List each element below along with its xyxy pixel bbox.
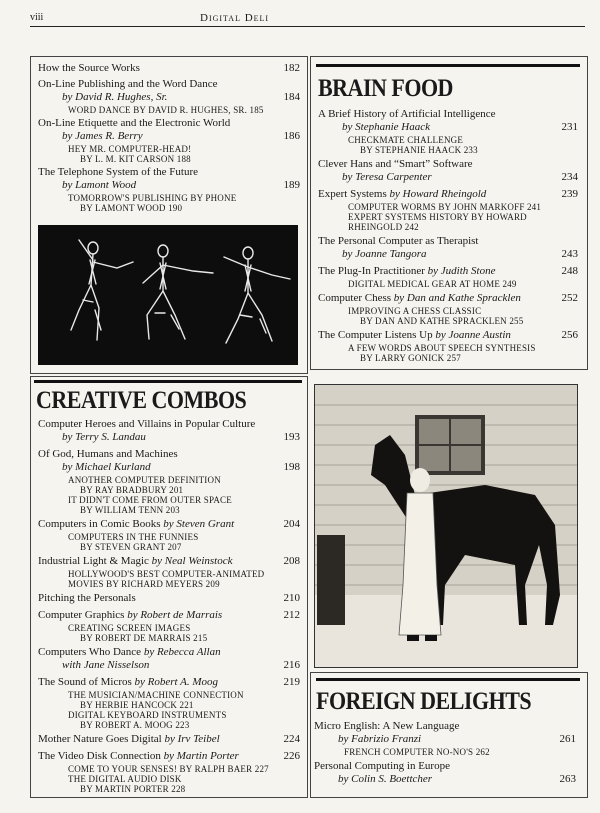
toc-sub-entry: CHECKMATE CHALLENGE	[348, 135, 464, 145]
toc-page-number: 182	[283, 62, 300, 74]
toc-sub-entry: BY RAY BRADBURY 201	[80, 485, 184, 495]
man-with-horse-photo	[314, 384, 578, 668]
toc-entry-author: by James R. Berry	[62, 130, 143, 142]
foreign-delights-rule	[316, 678, 580, 681]
toc-sub-entry: BY ROBERT DE MARRAIS 215	[80, 633, 208, 643]
toc-page-number: 248	[561, 265, 578, 277]
toc-entry-title: Industrial Light & Magic by Neal Weinstock	[38, 555, 233, 567]
toc-page-number: 231	[561, 121, 578, 133]
toc-entry-author: by Fabrizio Franzi	[338, 733, 422, 745]
toc-entry-author: by David R. Hughes, Sr.	[62, 91, 168, 103]
toc-entry-author: by Joanne Tangora	[342, 248, 427, 260]
running-header	[30, 8, 585, 27]
toc-entry-author: by Stephanie Haack	[342, 121, 430, 133]
toc-entry-author: by Colin S. Boettcher	[338, 773, 433, 785]
brain-food-heading: BRAIN FOOD	[318, 73, 453, 102]
toc-entry-title: The Computer Listens Up by Joanne Austin	[318, 329, 511, 341]
toc-entry-title: On-Line Publishing and the Word Dance	[38, 78, 218, 90]
toc-page-number: 184	[283, 91, 300, 103]
toc-entry-author: by Terry S. Landau	[62, 431, 146, 443]
toc-sub-entry: TOMORROW'S PUBLISHING BY PHONE	[68, 193, 237, 203]
toc-sub-entry: A FEW WORDS ABOUT SPEECH SYNTHESIS	[348, 343, 536, 353]
toc-sub-entry: BY STEPHANIE HAACK 233	[360, 145, 478, 155]
toc-sub-entry: ANOTHER COMPUTER DEFINITION	[68, 475, 221, 485]
toc-page-number: 252	[561, 292, 578, 304]
toc-sub-entry: DIGITAL KEYBOARD INSTRUMENTS	[68, 710, 227, 720]
toc-page-number: 226	[283, 750, 300, 762]
toc-page-number: 186	[283, 130, 300, 142]
toc-entry-title: Expert Systems by Howard Rheingold	[318, 188, 487, 200]
toc-sub-entry: BY L. M. KIT CARSON 188	[80, 154, 191, 164]
toc-entry-title: Micro English: A New Language	[314, 720, 460, 732]
toc-entry-title: Computers in Comic Books by Steven Grant	[38, 518, 235, 530]
toc-sub-entry: IT DIDN'T COME FROM OUTER SPACE	[68, 495, 232, 505]
toc-page-number: 204	[283, 518, 300, 530]
toc-sub-entry: BY ROBERT A. MOOG 223	[80, 720, 190, 730]
toc-sub-entry: FRENCH COMPUTER NO-NO'S 262	[344, 747, 490, 757]
toc-page-number: 208	[283, 555, 300, 567]
toc-page-number: 263	[559, 773, 576, 785]
toc-entry-author: by Teresa Carpenter	[342, 171, 432, 183]
toc-page-number: 216	[283, 659, 300, 671]
toc-sub-entry: BY MARTIN PORTER 228	[80, 784, 186, 794]
toc-entry-title: Computer Chess by Dan and Kathe Spracklen	[318, 292, 521, 304]
toc-sub-entry: IMPROVING A CHESS CLASSIC	[348, 306, 482, 316]
toc-entry-author: by Michael Kurland	[62, 461, 151, 473]
toc-page-number: 256	[561, 329, 578, 341]
toc-page-number: 198	[283, 461, 300, 473]
toc-page-number: 239	[561, 188, 578, 200]
toc-entry-title: Computers Who Dance by Rebecca Allan	[38, 646, 221, 658]
toc-entry-title: Personal Computing in Europe	[314, 760, 450, 772]
toc-entry-title: The Telephone System of the Future	[38, 166, 199, 178]
toc-entry-title: Clever Hans and “Smart” Software	[318, 158, 473, 170]
toc-sub-entry: HOLLYWOOD'S BEST COMPUTER-ANIMATED	[68, 569, 265, 579]
toc-page-number: 261	[559, 733, 576, 745]
toc-entry-author: by Lamont Wood	[62, 179, 137, 191]
toc-entry-title: The Video Disk Connection by Martin Porter	[38, 750, 239, 762]
toc-sub-entry: EXPERT SYSTEMS HISTORY BY HOWARD	[348, 212, 527, 222]
toc-entry-title: On-Line Etiquette and the Electronic World	[38, 117, 231, 129]
toc-entry-title: Pitching the Personals	[38, 592, 136, 604]
toc-sub-entry: BY HERBIE HANCOCK 221	[80, 700, 194, 710]
toc-sub-entry: BY LARRY GONICK 257	[360, 353, 461, 363]
toc-entry-title: How the Source Works	[38, 62, 140, 74]
toc-entry-title: The Personal Computer as Therapist	[318, 235, 479, 247]
toc-page-number: 234	[561, 171, 578, 183]
toc-entry-title: A Brief History of Artificial Intelligence	[318, 108, 496, 120]
toc-sub-entry: COME TO YOUR SENSES! BY RALPH BAER 227	[68, 764, 269, 774]
toc-sub-entry: BY LAMONT WOOD 190	[80, 203, 183, 213]
toc-sub-entry: MOVIES BY RICHARD MEYERS 209	[68, 579, 220, 589]
brain-food-rule	[316, 64, 580, 67]
toc-sub-entry: CREATING SCREEN IMAGES	[68, 623, 191, 633]
foreign-delights-heading: FOREIGN DELIGHTS	[316, 686, 532, 715]
toc-sub-entry: BY DAN AND KATHE SPRACKLEN 255	[360, 316, 524, 326]
toc-entry-author: with Jane Nisselson	[62, 659, 150, 671]
toc-entry-title: Of God, Humans and Machines	[38, 448, 178, 460]
toc-page-number: 224	[283, 733, 300, 745]
toc-sub-entry: THE DIGITAL AUDIO DISK	[68, 774, 182, 784]
toc-sub-entry: DIGITAL MEDICAL GEAR AT HOME 249	[348, 279, 517, 289]
creative-combos-rule	[34, 380, 302, 383]
toc-page-number: 212	[283, 609, 300, 621]
toc-entry-title: Mother Nature Goes Digital by Irv Teibel	[38, 733, 220, 745]
toc-sub-entry: RHEINGOLD 242	[348, 222, 419, 232]
toc-page-number: 243	[561, 248, 578, 260]
book-title: Digital Deli	[200, 12, 270, 24]
dancing-figures-image	[38, 225, 298, 365]
toc-sub-entry: COMPUTER WORMS BY JOHN MARKOFF 241	[348, 202, 542, 212]
toc-sub-entry: HEY MR. COMPUTER-HEAD!	[68, 144, 192, 154]
toc-sub-entry: BY STEVEN GRANT 207	[80, 542, 182, 552]
toc-page-number: 193	[283, 431, 300, 443]
toc-page-number: 219	[283, 676, 300, 688]
toc-entry-title: Computer Heroes and Villains in Popular Culture	[38, 418, 256, 430]
toc-entry-title: The Sound of Micros by Robert A. Moog	[38, 676, 219, 688]
toc-sub-entry: BY WILLIAM TENN 203	[80, 505, 180, 515]
page-number: viii	[30, 12, 44, 23]
creative-combos-heading: CREATIVE COMBOS	[36, 385, 247, 414]
toc-sub-entry: COMPUTERS IN THE FUNNIES	[68, 532, 199, 542]
toc-sub-entry: WORD DANCE BY DAVID R. HUGHES, SR. 185	[68, 105, 264, 115]
toc-entry-title: The Plug-In Practitioner by Judith Stone	[318, 265, 496, 277]
toc-sub-entry: THE MUSICIAN/MACHINE CONNECTION	[68, 690, 244, 700]
toc-page-number: 189	[283, 179, 300, 191]
toc-page-number: 210	[283, 592, 300, 604]
toc-entry-title: Computer Graphics by Robert de Marrais	[38, 609, 223, 621]
